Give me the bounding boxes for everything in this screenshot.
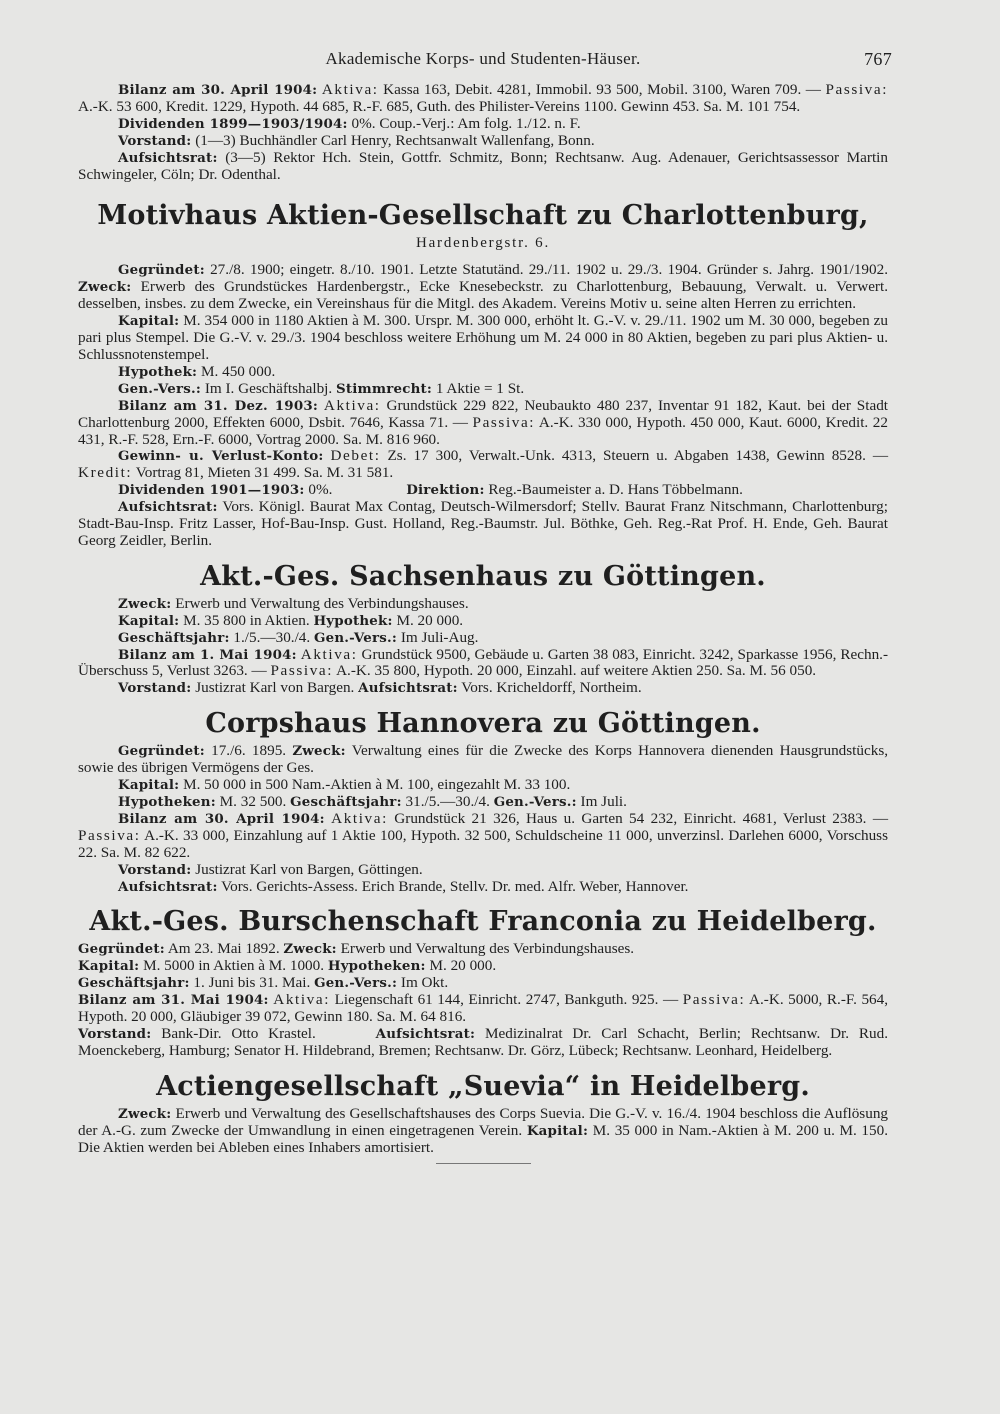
mortgage-text: M. 32 500.	[219, 793, 287, 810]
mortgage-paragraph	[78, 794, 888, 811]
founded-paragraph	[78, 941, 888, 958]
mortgage-label: Hypotheken:	[118, 794, 216, 810]
section-title: Corpshaus Hannovera zu Göttingen.	[205, 708, 761, 740]
founded-text: 17./6. 1895.	[211, 742, 287, 760]
section-divider	[436, 1163, 531, 1164]
liabilities-text: A.-K. 53 600, Kredit. 1229, Hypoth. 44 685, R.-F. 685, Guth. des Philister-Vereins 1100. Gewinn 453. Sa. M. 101 754.	[78, 97, 801, 115]
running-header	[78, 40, 892, 82]
assets-text: Grundstück 21 326, Haus u. Garten 54 232, Einricht. 4681, Verlust 2383. —	[394, 809, 889, 827]
assets-label: Aktiva:	[323, 396, 381, 414]
board-text: Bank-Dir. Otto Krastel.	[161, 1024, 316, 1042]
capital-label: Kapital:	[118, 777, 180, 794]
supervisory-label: Aufsichtsrat:	[118, 878, 218, 895]
general-meeting-label: Gen.-Vers.:	[314, 975, 398, 992]
purpose-label: Zweck:	[78, 279, 132, 296]
liabilities-label: Passiva:	[270, 662, 334, 680]
capital-label: Kapital:	[118, 612, 180, 629]
profit-loss-label: Gewinn- u. Verlust-Konto:	[118, 448, 324, 465]
fiscal-year-paragraph	[78, 975, 888, 992]
supervisory-text: Vors. Königl. Baurat Max Contag, Deutsch-Wilmersdorf; Stellv. Baurat Franz Nitschmann, Charlottenburg; Stadt-Bau-Insp. Fritz Lasser, Hof-Bau-Insp. Gust. Holland, Reg.-Baumstr. Jul. Böthke, Geh. Reg.-Rat Prof. H. Ende, Geh. Baurat Georg Zeidler, Berlin.	[78, 498, 888, 549]
board-paragraph	[78, 1026, 888, 1060]
balance-label: Bilanz am 30. April 1904:	[118, 810, 325, 827]
capital-paragraph	[78, 613, 888, 630]
mortgage-label: Hypothek:	[313, 612, 393, 629]
purpose-label: Zweck:	[283, 941, 337, 958]
entry-motivhaus	[78, 201, 888, 549]
section-address: Hardenbergstr. 6.	[415, 235, 551, 252]
liabilities-text: A.-K. 35 800, Hypoth. 20 000, Einzahl. auf weitere Aktien 250. Sa. M. 56 050.	[336, 662, 817, 680]
fiscal-year-label: Geschäftsjahr:	[78, 975, 190, 992]
capital-label: Kapital:	[118, 313, 180, 330]
dividends-paragraph	[78, 482, 888, 499]
purpose-text: Erwerb und Verwaltung des Gesellschaftshauses des Corps Suevia. Die G.-V. v. 16./4. 1904 beschloss die Auflösung der A.-G. zum Zwecke der Umwandlung in einen eingetragenen Verein.	[78, 1104, 889, 1139]
purpose-paragraph	[78, 1106, 888, 1157]
fiscal-year-label: Geschäftsjahr:	[118, 629, 230, 646]
assets-text: Kassa 163, Debit. 4281, Immobil. 93 500, Mobil. 3100, Waren 709. —	[383, 81, 821, 98]
purpose-label: Zweck:	[292, 743, 346, 760]
liabilities-text: A.-K. 5000, R.-F. 564, Hypoth. 20 000, Gläubiger 39 072, Gewinn 180. Sa. M. 64 816.	[78, 991, 889, 1026]
capital-paragraph	[78, 313, 888, 364]
mortgage-text: M. 450 000.	[201, 362, 276, 380]
general-meeting-label: Gen.-Vers.:	[493, 794, 577, 810]
purpose-label: Zweck:	[118, 1105, 172, 1122]
supervisory-label: Aufsichtsrat:	[118, 149, 218, 166]
supervisory-paragraph	[78, 879, 888, 896]
supervisory-label: Aufsichtsrat:	[358, 680, 458, 697]
debit-label: Debet:	[330, 447, 381, 465]
dividends-text: 0%. Coup.-Verj.: Am folg. 1./12. n. F.	[351, 114, 581, 132]
balance-paragraph	[78, 992, 888, 1026]
assets-text: Liegenschaft 61 144, Einricht. 2747, Bankguth. 925. —	[334, 991, 679, 1009]
fiscal-year-label: Geschäftsjahr:	[290, 794, 402, 810]
supervisory-label: Aufsichtsrat:	[375, 1025, 476, 1042]
fiscal-year-paragraph	[78, 630, 888, 647]
capital-label: Kapital:	[526, 1122, 589, 1139]
fiscal-year-text: 31./5.—30./4.	[405, 793, 490, 810]
capital-text: M. 354 000 in 1180 Aktien à M. 300. Urspr. M. 300 000, erhöht lt. G.-V. v. 29./11. 1902 um M. 30 000, begeben zu pari plus Stempel. Die G.-V. v. 29./3. 1904 beschloss weitere Erhöhung um M. 24 000 in 80 Aktien, begeben zu pari plus Aktien- u. Schlussnotenstempel.	[78, 312, 888, 363]
balance-label: Bilanz am 31. Dez. 1903:	[118, 397, 318, 414]
dividends-text: 0%.	[308, 481, 333, 499]
supervisory-text: Vors. Gerichts-Assess. Erich Brande, Stellv. Dr. med. Alfr. Weber, Hannover.	[221, 877, 689, 895]
capital-text: M. 35 000 in Nam.-Aktien à M. 200 u. M. 150. Die Aktien werden bei Ableben eines Inhabers amortisiert.	[78, 1121, 889, 1156]
general-meeting-text: Im Juli.	[580, 793, 627, 810]
board-paragraph	[78, 862, 888, 879]
supervisory-paragraph	[78, 499, 888, 550]
liabilities-text: A.-K. 330 000, Hypoth. 450 000, Kaut. 6000, Kredit. 22 431, R.-F. 528, Ern.-F. 6000, Vortrag 2000. Sa. M. 816 960.	[78, 413, 888, 448]
credit-label: Kredit:	[78, 464, 133, 482]
purpose-text: Verwaltung eines für die Zwecke des Korps Hannovera dienenden Hausgrundstücks, sowie des übrigen Vermögens der Ges.	[78, 742, 889, 777]
board-label: Vorstand:	[118, 680, 192, 697]
entry-previous-continuation	[78, 82, 888, 183]
balance-paragraph	[78, 811, 888, 862]
fiscal-year-text: 1./5.—30./4.	[233, 628, 311, 646]
voting-right-label: Stimmrecht:	[335, 380, 433, 397]
general-meeting-label: Gen.-Vers.:	[314, 629, 398, 646]
mortgage-label: Hypothek:	[118, 363, 198, 380]
assets-label: Aktiva:	[300, 645, 358, 663]
balance-label: Bilanz am 1. Mai 1904:	[118, 646, 297, 663]
assets-label: Aktiva:	[331, 809, 388, 827]
section-title: Actiengesellschaft „Suevia“ in Heidelberg.	[156, 1070, 810, 1102]
board-text: Justizrat Karl von Bargen.	[195, 679, 355, 697]
liabilities-text: A.-K. 33 000, Einzahlung auf 1 Aktie 100, Hypoth. 32 500, Schuldscheine 11 000, unverzinsl. Darlehen 6000, Vorschuss 22. Sa. M. 82 622.	[78, 826, 888, 861]
general-meeting-paragraph	[78, 381, 888, 398]
board-text: (1—3) Buchhändler Carl Henry, Rechtsanwalt Wallenfang, Bonn.	[195, 131, 595, 149]
voting-right-text: 1 Aktie = 1 St.	[435, 379, 525, 397]
supervisory-label: Aufsichtsrat:	[118, 499, 218, 516]
purpose-text: Erwerb des Grundstückes Hardenbergstr., Ecke Knesebeckstr. zu Charlottenburg, Bebauung, Verwalt. u. Verwert. desselben, insbes. zu dem Zwecke, ein Vereinshaus für die Mitgl. des Akadem. Vereins Motiv u. seine alten Herren zu errichten.	[78, 278, 889, 313]
credit-text: Vortrag 81, Mieten 31 499. Sa. M. 31 581.	[135, 464, 394, 482]
general-meeting-text: Im Juli-Aug.	[400, 628, 479, 646]
section-title: Motivhaus Aktien-Gesellschaft zu Charlottenburg,	[97, 200, 869, 232]
liabilities-label: Passiva:	[472, 413, 536, 431]
purpose-text: Erwerb und Verwaltung des Verbindungshauses.	[340, 940, 635, 958]
entry-suevia	[78, 1072, 888, 1164]
assets-text: Grundstück 9500, Gebäude u. Garten 38 083, Einricht. 3242, Sparkasse 1956, Rechn.-Überschuss 5, Verlust 3263. —	[78, 645, 889, 680]
capital-paragraph	[78, 777, 888, 794]
fiscal-year-text: 1. Juni bis 31. Mai.	[193, 974, 311, 992]
balance-label: Bilanz am 30. April 1904:	[118, 82, 318, 98]
capital-text: M. 35 800 in Aktien.	[183, 611, 310, 629]
mortgage-paragraph	[78, 364, 888, 381]
balance-paragraph	[78, 647, 888, 681]
board-text: Justizrat Karl von Bargen, Göttingen.	[195, 860, 423, 878]
mortgage-text: M. 20 000.	[396, 611, 464, 629]
board-label: Vorstand:	[118, 132, 192, 149]
capital-text: M. 5000 in Aktien à M. 1000.	[143, 957, 325, 975]
board-paragraph	[78, 680, 888, 697]
dividends-label: Dividenden 1899—1903/1904:	[118, 115, 348, 132]
entry-franconia	[78, 907, 888, 1059]
profit-loss-paragraph	[78, 448, 888, 482]
capital-text: M. 50 000 in 500 Nam.-Aktien à M. 100, eingezahlt M. 33 100.	[183, 776, 571, 794]
founded-text: Am 23. Mai 1892.	[167, 940, 280, 958]
board-label: Vorstand:	[78, 1025, 152, 1042]
purpose-paragraph	[78, 596, 888, 613]
mortgage-text: M. 20 000.	[429, 957, 497, 975]
purpose-text: Erwerb und Verwaltung des Verbindungshauses.	[175, 594, 469, 612]
general-meeting-label: Gen.-Vers.:	[118, 380, 202, 397]
assets-text: Grundstück 229 822, Neubaukto 480 237, Inventar 91 182, Kaut. bei der Stadt Charlottenburg 2000, Effekten 6000, Dsbit. 7646, Kassa 71. —	[78, 396, 889, 431]
founded-label: Gegründet:	[118, 743, 205, 760]
board-paragraph	[78, 133, 888, 150]
founded-label: Gegründet:	[118, 262, 205, 279]
assets-label: Aktiva:	[321, 81, 379, 98]
management-label: Direktion:	[406, 482, 485, 499]
supervisory-text: Medizinalrat Dr. Carl Schacht, Berlin; Rechtsanw. Dr. Rud. Moenckeberg, Hamburg; Senator H. Hildebrand, Bremen; Rechtsanw. Dr. Görz, Lübeck; Rechtsanw. Leonhard, Heidelberg.	[78, 1024, 888, 1059]
founded-paragraph	[78, 743, 888, 777]
management-text: Reg.-Baumeister a. D. Hans Többelmann.	[488, 481, 743, 499]
section-title: Akt.-Ges. Sachsenhaus zu Göttingen.	[200, 560, 766, 592]
general-meeting-text: Im Okt.	[400, 974, 449, 992]
mortgage-label: Hypotheken:	[327, 958, 426, 975]
supervisory-text: (3—5) Rektor Hch. Stein, Gottfr. Schmitz, Bonn; Rechtsanw. Aug. Adenauer, Gerichtsassessor Martin Schwingeler, Cöln; Dr. Odenthal.	[78, 148, 888, 183]
assets-label: Aktiva:	[273, 991, 331, 1009]
liabilities-label: Passiva:	[825, 81, 889, 98]
general-meeting-text: Im I. Geschäftshalbj.	[204, 379, 333, 397]
debit-text: Zs. 17 300, Verwalt.-Unk. 4313, Steuern u. Abgaben 1438, Gewinn 8528. —	[387, 447, 889, 465]
capital-label: Kapital:	[78, 958, 140, 975]
board-label: Vorstand:	[118, 861, 192, 878]
entry-hannovera	[78, 709, 888, 895]
founded-text: 27./8. 1900; eingetr. 8./10. 1901. Letzte Statutänd. 29./11. 1902 u. 29./3. 1904. Gründer s. Jahrg. 1901/1902.	[210, 261, 889, 279]
balance-label: Bilanz am 31. Mai 1904:	[78, 992, 269, 1009]
dividends-label: Dividenden 1901—1903:	[118, 482, 305, 499]
balance-paragraph	[78, 398, 888, 449]
founded-label: Gegründet:	[78, 941, 165, 958]
supervisory-paragraph	[78, 150, 888, 184]
liabilities-label: Passiva:	[682, 991, 746, 1009]
section-title: Akt.-Ges. Burschenschaft Franconia zu Heidelberg.	[89, 906, 877, 938]
liabilities-label: Passiva:	[78, 826, 141, 844]
founded-paragraph	[78, 262, 888, 313]
header-title: Akademische Korps- und Studenten-Häuser.	[325, 49, 641, 68]
supervisory-text: Vors. Kricheldorff, Northeim.	[461, 679, 642, 697]
purpose-label: Zweck:	[118, 595, 172, 612]
page-number: 767	[864, 49, 892, 69]
entry-sachsenhaus	[78, 562, 888, 697]
capital-paragraph	[78, 958, 888, 975]
balance-paragraph	[78, 82, 888, 116]
dividends-paragraph	[78, 116, 888, 133]
